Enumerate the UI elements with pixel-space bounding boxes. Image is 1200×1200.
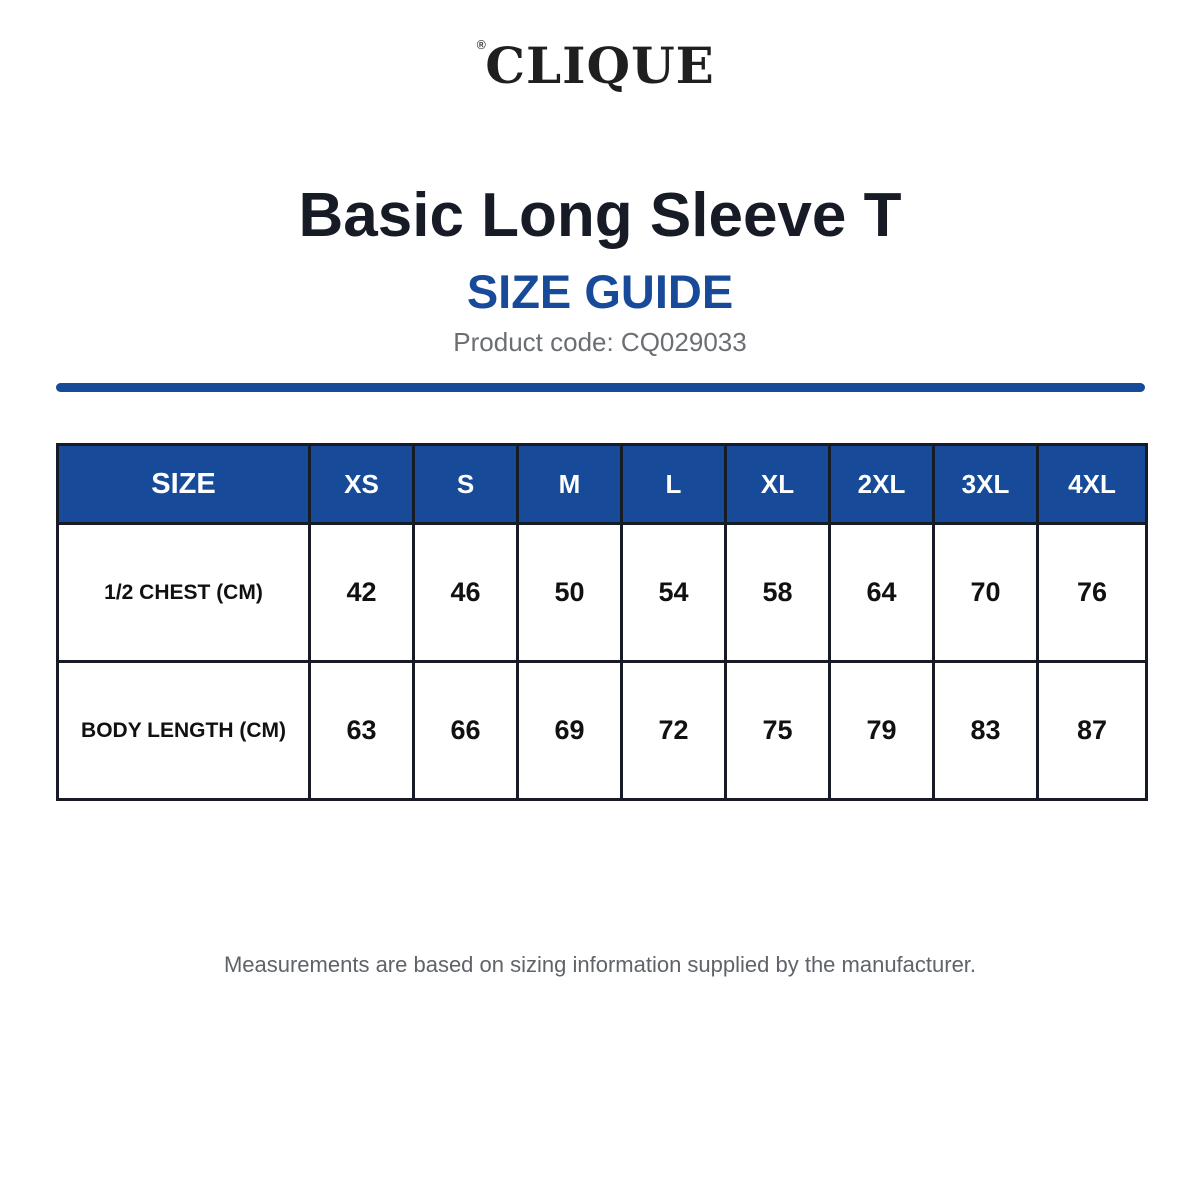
size-header-cell: S [414,445,518,524]
measurement-cell: 69 [518,662,622,800]
measurement-cell: 83 [934,662,1038,800]
footnote: Measurements are based on sizing information supplied by the manufacturer. [223,952,977,977]
measurement-cell: 54 [622,524,726,662]
size-header-cell: 3XL [934,445,1038,524]
measurement-cell: 87 [1038,662,1147,800]
measurement-cell: 75 [726,662,830,800]
measurement-cell: 64 [830,524,934,662]
table-row-body-length [58,662,1147,800]
brand-name: CLIQUE [485,36,715,95]
brand-logo [0,36,1200,95]
measurement-cell: 63 [310,662,414,800]
row-label: BODY LENGTH (CM) [58,662,310,800]
measurement-cell: 42 [310,524,414,662]
measurement-cell: 66 [414,662,518,800]
measurement-cell: 70 [934,524,1038,662]
brand-logo-wrap [475,36,715,95]
table-row-chest [58,524,1147,662]
measurement-cell: 58 [726,524,830,662]
size-header-cell: 2XL [830,445,934,524]
measurement-cell: 76 [1038,524,1147,662]
size-header-label: SIZE [58,445,310,524]
size-header-row [58,445,1147,524]
size-header-cell: M [518,445,622,524]
size-header-cell: XS [310,445,414,524]
row-label: 1/2 CHEST (CM) [58,524,310,662]
measurement-cell: 72 [622,662,726,800]
size-table [56,443,1148,801]
measurement-cell: 50 [518,524,622,662]
size-guide-heading: SIZE GUIDE [466,265,734,318]
size-header-cell: XL [726,445,830,524]
product-code: Product code: CQ029033 [453,327,747,357]
size-header-cell: L [622,445,726,524]
product-title: Basic Long Sleeve T [298,181,902,250]
measurement-cell: 79 [830,662,934,800]
size-header-cell: 4XL [1038,445,1147,524]
divider [56,383,1145,392]
registered-mark: ® [475,38,488,52]
measurement-cell: 46 [414,524,518,662]
